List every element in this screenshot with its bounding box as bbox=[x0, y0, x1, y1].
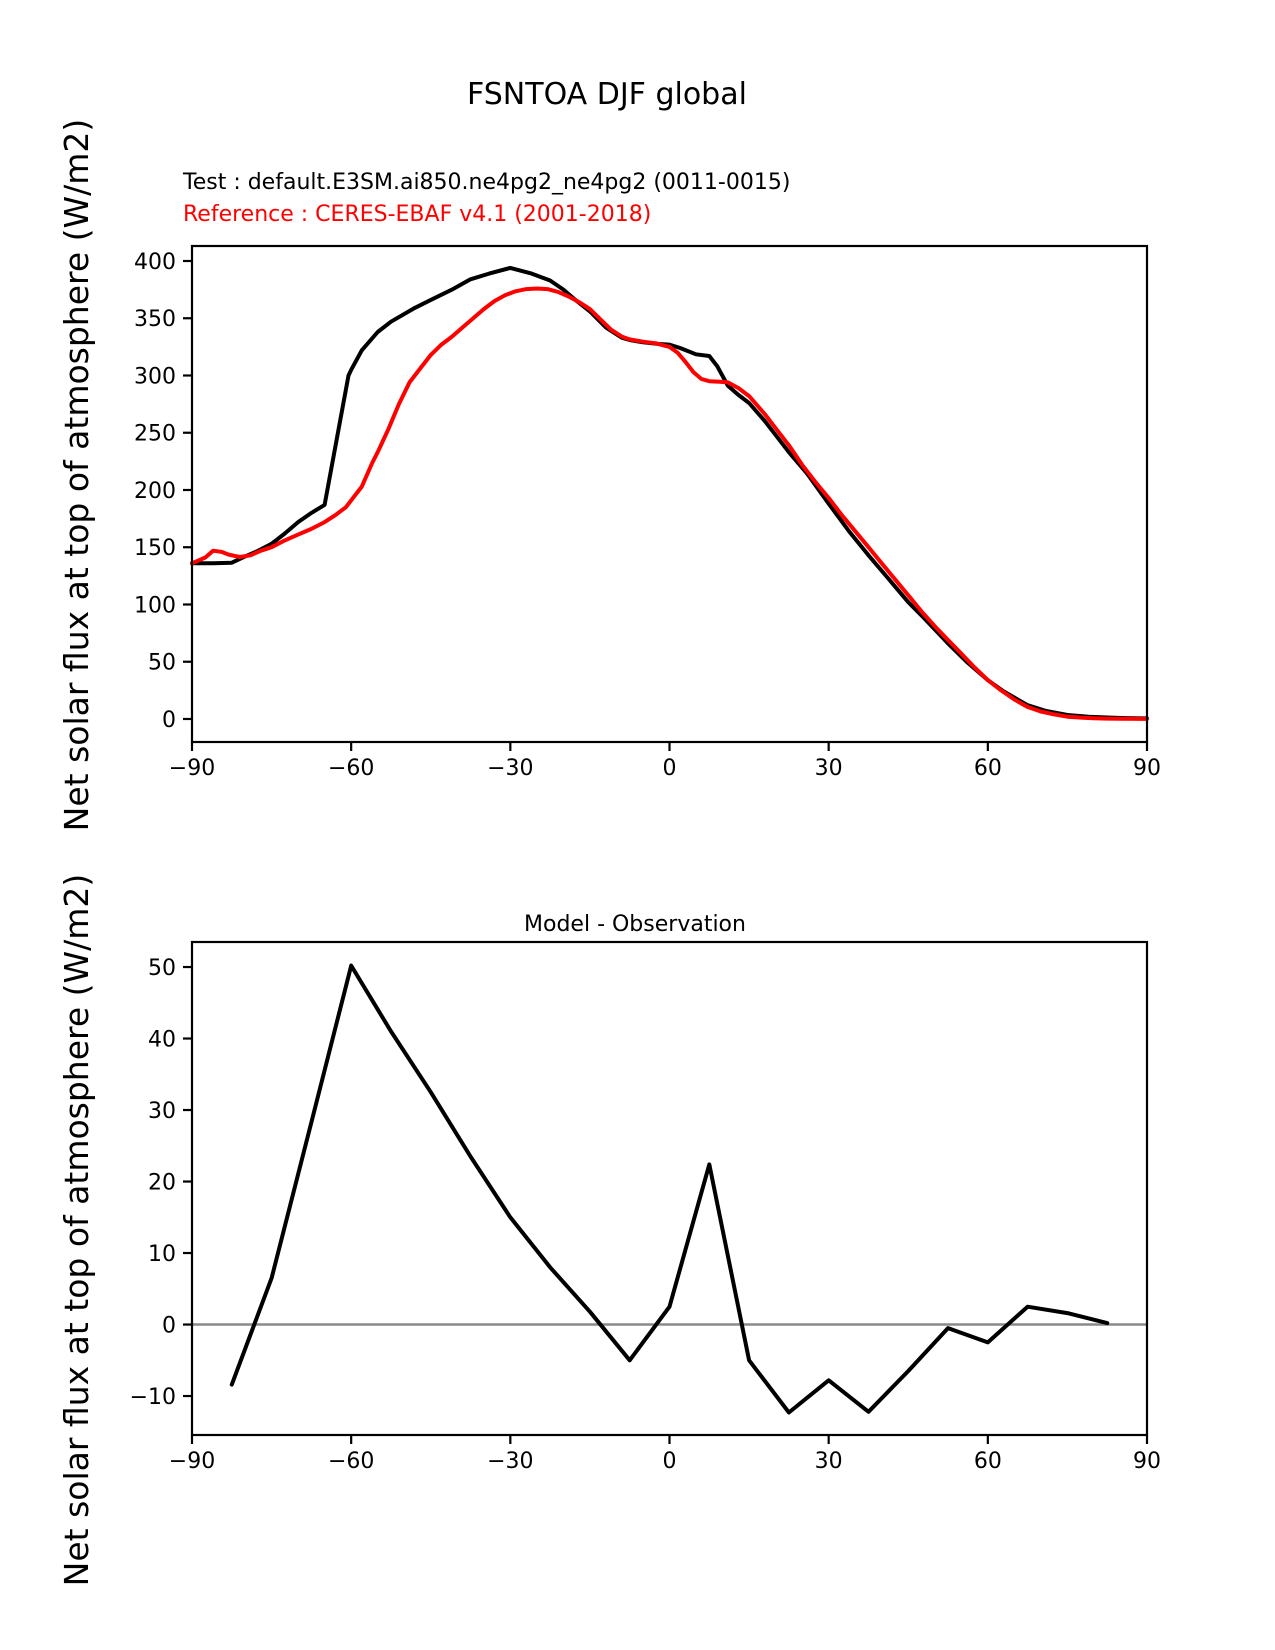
x-tick-label: −60 bbox=[327, 756, 375, 781]
axes-box bbox=[192, 942, 1147, 1435]
x-tick-label: −90 bbox=[168, 1449, 216, 1474]
y-tick-label: −10 bbox=[129, 1385, 176, 1411]
x-tick-label: 0 bbox=[662, 756, 677, 781]
y-tick-label: 0 bbox=[162, 707, 176, 733]
y-tick-label: 0 bbox=[162, 1313, 176, 1339]
y-tick-label: 250 bbox=[134, 421, 176, 447]
y-tick-label: 50 bbox=[148, 650, 176, 676]
y-tick-label: 10 bbox=[148, 1242, 176, 1268]
y-tick-label: 300 bbox=[134, 364, 176, 390]
x-tick-label: −30 bbox=[487, 1449, 534, 1474]
y-tick-label: 400 bbox=[134, 249, 176, 275]
diff-plot bbox=[130, 942, 1161, 1474]
test-run-label: Test : default.E3SM.ai850.ne4pg2_ne4pg2 (0011-0015) bbox=[183, 170, 791, 195]
x-tick-label: 90 bbox=[1133, 756, 1161, 781]
axes-box bbox=[192, 246, 1147, 742]
x-tick-label: 90 bbox=[1133, 1449, 1161, 1474]
x-tick-label: −60 bbox=[327, 1449, 375, 1474]
y-tick-label: 100 bbox=[134, 593, 176, 619]
y-tick-label: 40 bbox=[148, 1027, 176, 1053]
y-tick-label: 350 bbox=[134, 307, 176, 333]
y-tick-label: 20 bbox=[148, 1170, 176, 1196]
y-tick-label: 50 bbox=[148, 956, 176, 982]
y-tick-label: 150 bbox=[134, 536, 176, 562]
x-tick-label: 60 bbox=[973, 1449, 1002, 1474]
diff-plot-title: Model - Observation bbox=[524, 912, 746, 937]
y-tick-label: 200 bbox=[134, 478, 176, 504]
x-tick-label: 0 bbox=[662, 1449, 677, 1474]
figure-title: FSNTOA DJF global bbox=[467, 77, 747, 112]
y-axis-label-top: Net solar flux at top of atmosphere (W/m2) bbox=[57, 118, 96, 832]
y-axis-label-bottom: Net solar flux at top of atmosphere (W/m2) bbox=[57, 873, 96, 1587]
x-tick-label: 60 bbox=[973, 756, 1002, 781]
test-line bbox=[192, 268, 1147, 719]
reference-line bbox=[192, 289, 1147, 719]
x-tick-label: −30 bbox=[487, 756, 534, 781]
x-tick-label: 30 bbox=[814, 756, 843, 781]
top-plot bbox=[134, 246, 1161, 781]
x-tick-label: 30 bbox=[814, 1449, 843, 1474]
reference-run-label: Reference : CERES-EBAF v4.1 (2001-2018) bbox=[183, 202, 652, 227]
x-tick-label: −90 bbox=[168, 756, 216, 781]
y-tick-label: 30 bbox=[148, 1099, 176, 1125]
difference-line bbox=[232, 966, 1107, 1413]
